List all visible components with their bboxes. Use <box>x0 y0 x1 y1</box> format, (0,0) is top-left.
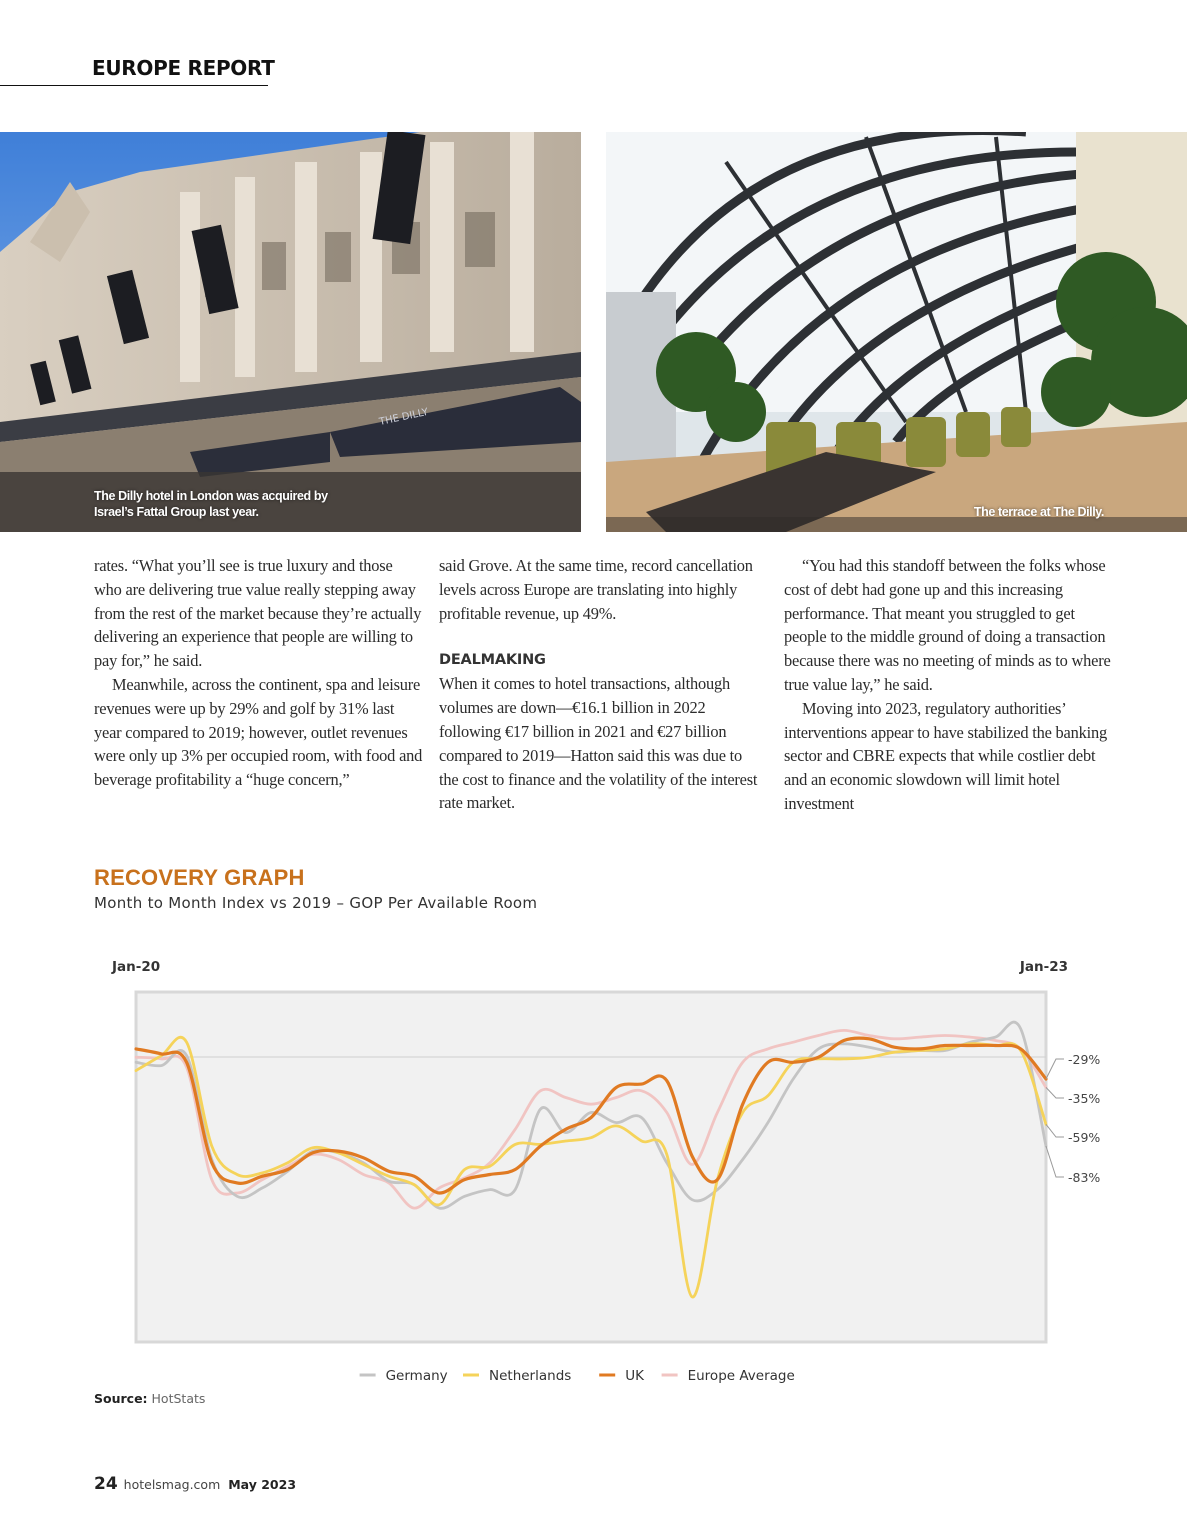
footer-date: May 2023 <box>228 1477 297 1492</box>
section-label: EUROPE REPORT <box>92 56 275 80</box>
source-value: HotStats <box>151 1391 206 1406</box>
section-rule <box>0 85 268 86</box>
paragraph: “You had this standoff between the folks whose cost of debt had gone up and this increasing performance. That meant you struggled to get people to the middle ground of doing a transaction because there was no meeting of minds as to where true value lay,” he said. <box>784 556 1111 694</box>
page-number: 24 <box>94 1474 118 1494</box>
subhead-dealmaking: DEALMAKING <box>439 652 546 669</box>
photo-caption-right: The terrace at The Dilly. <box>973 505 1104 519</box>
plot-area <box>136 992 1046 1342</box>
x-start-label: Jan-20 <box>112 959 161 975</box>
source-label: Source: <box>94 1391 148 1406</box>
paragraph: Moving into 2023, regulatory authorities’ interventions appear to have stabilized the banking sector and CBRE expects that while costlier debt and an economic slowdown will limit hotel investment <box>784 698 1107 813</box>
legend-label: Europe Average <box>687 1368 795 1384</box>
terrace-photo <box>606 132 1187 532</box>
end-label-leader <box>1046 1124 1064 1137</box>
paragraph: rates. “What you’ll see is true luxury and those who are delivering true value really stepping away from the rest of the market because they’re actually delivering an experience that people are willing to pay for,” he said. <box>94 556 422 671</box>
recovery-chart-svg <box>94 950 1134 1390</box>
end-value-label: -29% <box>1068 1052 1101 1067</box>
hotel-facade-photo <box>0 132 581 532</box>
article-column-3 <box>784 554 1114 816</box>
end-value-label: -83% <box>1068 1170 1101 1185</box>
paragraph: Meanwhile, across the continent, spa and leisure revenues were up by 29% and golf by 31% last year compared to 2019; however, outlet revenues were only up 3% per occupied room, with food and beverage profitability a “huge concern,” <box>94 674 423 790</box>
legend-label: Germany <box>385 1368 448 1384</box>
end-label-leader <box>1046 1059 1064 1079</box>
legend-label: UK <box>625 1368 644 1384</box>
chart-title: RECOVERY GRAPH <box>94 865 305 890</box>
photo-caption-left: The Dilly hotel in London was acquired by Israel’s Fattal Group last year. <box>94 489 328 519</box>
paragraph: When it comes to hotel transactions, although volumes are down—€16.1 billion in 2022 following €17 billion in 2021 and €27 billion compared to 2019—Hatton said this was due to the cost to finance and the volatility of the interest rate market. <box>439 674 758 813</box>
paragraph: said Grove. At the same time, record cancellation levels across Europe are translating into highly profitable revenue, up 49%. <box>439 556 753 623</box>
chart-subtitle: Month to Month Index vs 2019 – GOP Per Available Room <box>94 894 538 912</box>
chart-source <box>94 1391 205 1406</box>
recovery-chart <box>94 950 1134 1390</box>
x-end-label: Jan-23 <box>1019 959 1068 975</box>
article-column-1 <box>94 554 424 792</box>
dilly-sign: THE DILLY <box>378 406 430 428</box>
article-column-2 <box>439 554 764 815</box>
end-label-leader <box>1046 1087 1064 1098</box>
page-footer <box>94 1474 296 1494</box>
end-label-leader <box>1046 1146 1064 1177</box>
footer-site: hotelsmag.com <box>123 1477 221 1492</box>
end-value-label: -35% <box>1068 1091 1101 1106</box>
legend-label: Netherlands <box>489 1368 572 1384</box>
end-value-label: -59% <box>1068 1130 1101 1145</box>
